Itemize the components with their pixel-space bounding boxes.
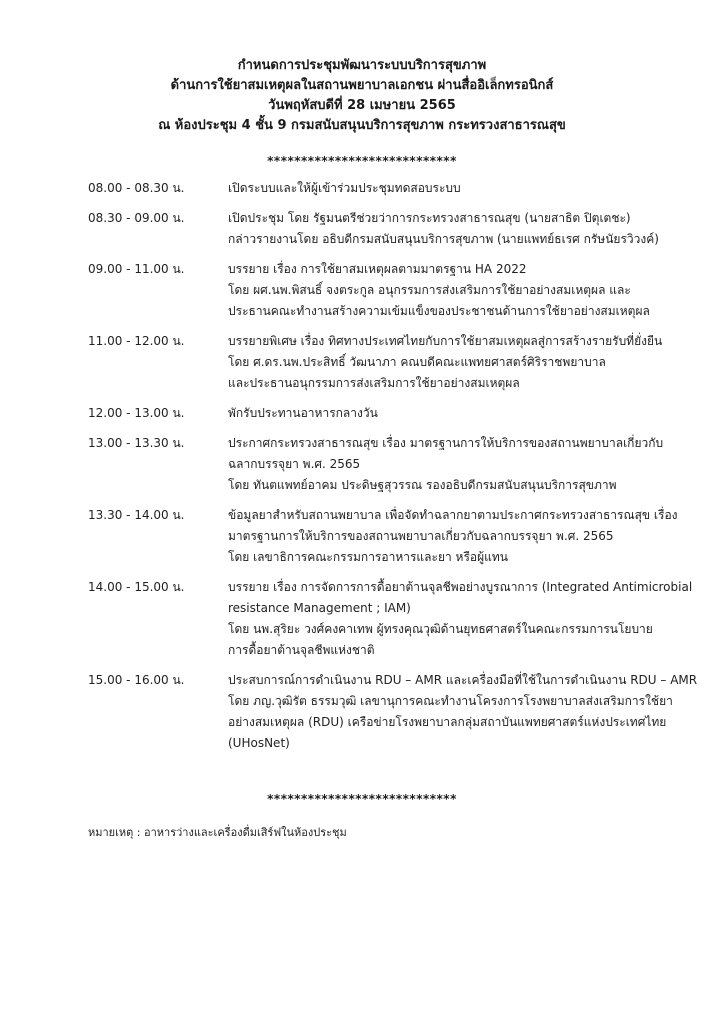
document-header [0, 56, 724, 136]
schedule-line: พักรับประทานอาหารกลางวัน [228, 406, 378, 420]
schedule-line: resistance Management ; IAM) [228, 601, 411, 615]
schedule-row [88, 208, 688, 250]
schedule-line: โดย ทันตแพทย์อาคม ประดิษฐสุวรรณ รองอธิบดีกรมสนับสนุนบริการสุขภาพ [228, 478, 617, 492]
header-venue: ณ ห้องประชุม 4 ชั้น 9 กรมสนับสนุนบริการสุขภาพ กระทรวงสาธารณสุข [158, 118, 566, 133]
schedule-time: 08.00 - 08.30 น. [88, 181, 185, 195]
schedule-description [228, 259, 688, 322]
schedule-line: บรรยายพิเศษ เรื่อง ทิศทางประเทศไทยกับการใช้ยาสมเหตุผลสู่การสร้างรายรับที่ยั่งยืน [228, 334, 663, 348]
schedule-description [228, 208, 688, 250]
schedule-description [228, 178, 688, 199]
schedule-line: ประกาศกระทรวงสาธารณสุข เรื่อง มาตรฐานการให้บริการของสถานพยาบาลเกี่ยวกับ [228, 436, 664, 450]
schedule-description [228, 403, 688, 424]
schedule-line: การดื้อยาต้านจุลชีพแห่งชาติ [228, 643, 375, 657]
schedule-time: 08.30 - 09.00 น. [88, 211, 185, 225]
schedule-description [228, 433, 688, 496]
separator-top: **************************** [267, 154, 457, 168]
schedule-description [228, 577, 692, 661]
schedule-time: 14.00 - 15.00 น. [88, 580, 185, 594]
schedule-time: 13.30 - 14.00 น. [88, 508, 185, 522]
schedule-line: (UHosNet) [228, 736, 290, 750]
schedule-line: กล่าวรายงานโดย อธิบดีกรมสนับสนุนบริการสุขภาพ (นายแพทย์ธเรศ กรัษนัยรวิวงค์) [228, 232, 659, 246]
schedule-row [88, 670, 698, 754]
schedule-description [228, 670, 697, 754]
schedule-row [88, 178, 688, 199]
footnote: หมายเหตุ : อาหารว่างและเครื่องดื่มเสิร์ฟในห้องประชุม [88, 826, 347, 839]
schedule-time: 09.00 - 11.00 น. [88, 262, 185, 276]
schedule-line: โดย นพ.สุริยะ วงศ์คงคาเทพ ผู้ทรงคุณวุฒิด้านยุทธศาสตร์ในคณะกรรมการนโยบาย [228, 622, 653, 636]
schedule-row [88, 505, 688, 568]
header-subtitle: ด้านการใช้ยาสมเหตุผลในสถานพยาบาลเอกชน ผ่านสื่ออิเล็กทรอนิกส์ [170, 78, 554, 93]
schedule-line: และประธานอนุกรรมการส่งเสริมการใช้ยาอย่างสมเหตุผล [228, 376, 520, 390]
schedule-line: โดย ภญ.วุฒิรัต ธรรมวุฒิ เลขานุการคณะทำงานโครงการโรงพยาบาลส่งเสริมการใช้ยา [228, 694, 673, 708]
schedule-time: 15.00 - 16.00 น. [88, 673, 185, 687]
schedule-description [228, 505, 688, 568]
schedule-time: 11.00 - 12.00 น. [88, 334, 185, 348]
schedule-line: โดย เลขาธิการคณะกรรมการอาหารและยา หรือผู้แทน [228, 550, 508, 564]
schedule-line: ฉลากบรรจุยา พ.ศ. 2565 [228, 457, 361, 471]
schedule-line: บรรยาย เรื่อง การจัดการการดื้อยาต้านจุลชีพอย่างบูรณาการ (Integrated Antimicrobial [228, 580, 693, 594]
schedule-time: 12.00 - 13.00 น. [88, 406, 185, 420]
schedule-row [88, 403, 688, 424]
schedule-description [228, 331, 688, 394]
schedule-list [88, 178, 698, 763]
schedule-line: ข้อมูลยาสำหรับสถานพยาบาล เพื่อจัดทำฉลากยาตามประกาศกระทรวงสาธารณสุข เรื่อง [228, 508, 678, 522]
schedule-row [88, 433, 688, 496]
schedule-row [88, 331, 688, 394]
schedule-row [88, 259, 688, 322]
header-date: วันพฤหัสบดีที่ 28 เมษายน 2565 [268, 98, 456, 113]
schedule-line: ประสบการณ์การดำเนินงาน RDU – AMR และเครื่องมือที่ใช้ในการดำเนินงาน RDU – AMR [228, 673, 698, 687]
schedule-line: โดย ศ.ดร.นพ.ประสิทธิ์ วัฒนาภา คณบดีคณะแพทยศาสตร์ศิริราชพยาบาล [228, 355, 606, 369]
schedule-line: มาตรฐานการให้บริการของสถานพยาบาลเกี่ยวกับฉลากบรรจุยา พ.ศ. 2565 [228, 529, 614, 543]
header-title: กำหนดการประชุมพัฒนาระบบบริการสุขภาพ [237, 58, 487, 73]
schedule-line: โดย ผศ.นพ.พิสนธิ์ จงตระกูล อนุกรรมการส่งเสริมการใช้ยาอย่างสมเหตุผล และ [228, 283, 631, 297]
schedule-line: บรรยาย เรื่อง การใช้ยาสมเหตุผลตามมาตรฐาน HA 2022 [228, 262, 527, 276]
schedule-line: ประธานคณะทำงานสร้างความเข้มแข็งของประชาชนด้านการใช้ยาอย่างสมเหตุผล [228, 304, 650, 318]
schedule-row [88, 577, 693, 661]
schedule-line: เปิดระบบและให้ผู้เข้าร่วมประชุมทดสอบระบบ [228, 181, 461, 195]
schedule-line: อย่างสมเหตุผล (RDU) เครือข่ายโรงพยาบาลกลุ่มสถาบันแพทยศาสตร์แห่งประเทศไทย [228, 715, 667, 729]
schedule-line: เปิดประชุม โดย รัฐมนตรีช่วยว่าการกระทรวงสาธารณสุข (นายสาธิต ปิตุเตชะ) [228, 211, 631, 225]
separator-bottom: **************************** [267, 792, 457, 806]
schedule-time: 13.00 - 13.30 น. [88, 436, 185, 450]
